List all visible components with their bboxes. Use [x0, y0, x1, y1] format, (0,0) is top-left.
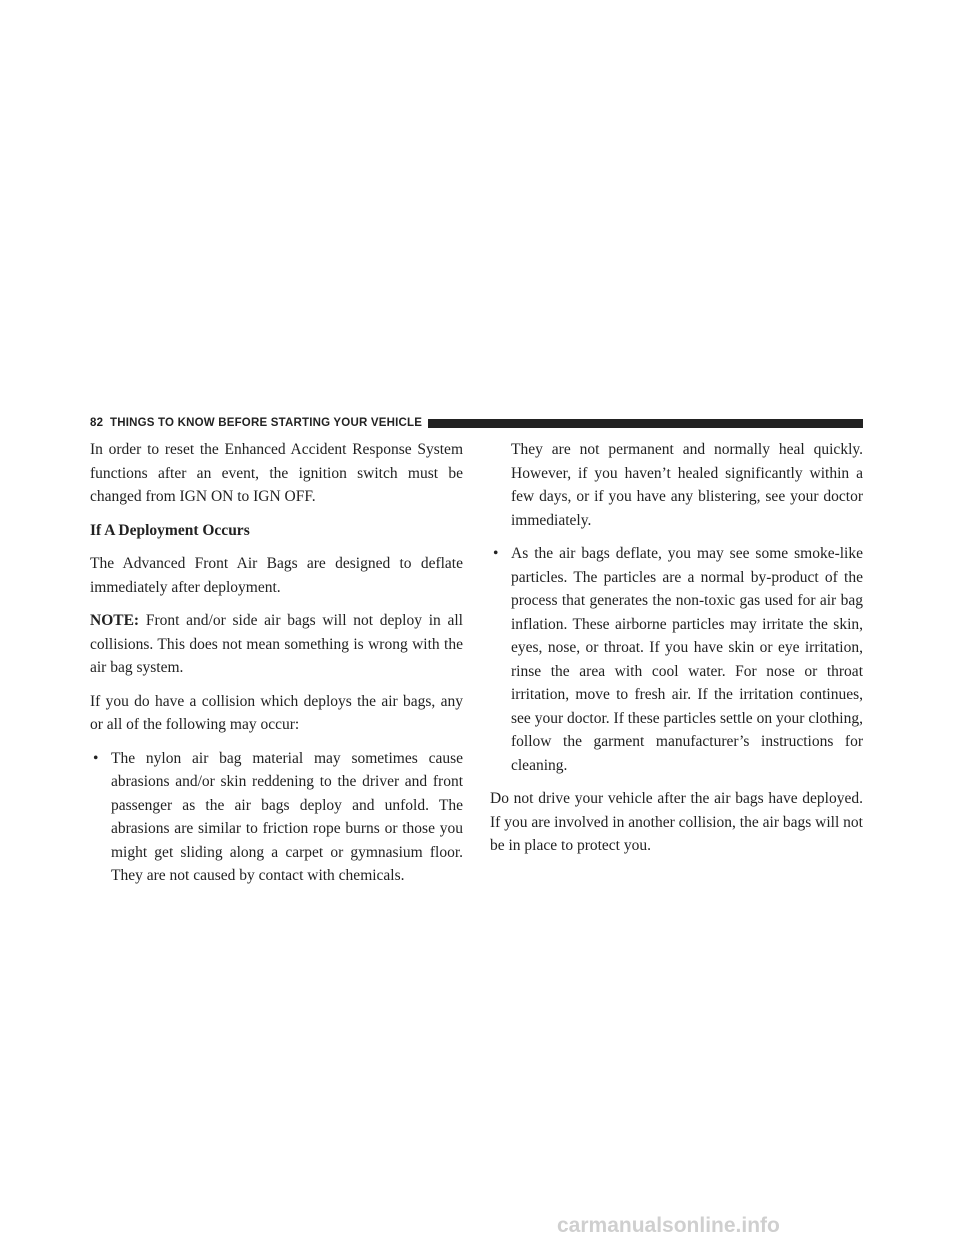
- watermark: carmanualsonline.info: [557, 1214, 780, 1237]
- list-item: [90, 747, 463, 888]
- bullet-text: As the air bags deflate, you may see some smoke-like particles. The particles are a normal by-product of the process that generates the non-toxic gas used for air bag inflation. These airborne particles may irritate the skin, eyes, nose, or throat. If you have skin or eye irritation, rinse the area with cool water. For nose or throat irritation, move to fresh air. If the irritation continues, see your doctor. If these particles settle on your clothing, follow the garment manufacturer’s instructions for cleaning.: [511, 545, 863, 774]
- page-header: [90, 415, 863, 431]
- bullet-icon: •: [93, 749, 99, 767]
- left-column: [90, 438, 463, 898]
- section-title: THINGS TO KNOW BEFORE STARTING YOUR VEHICLE: [110, 417, 423, 429]
- note-paragraph: [90, 609, 463, 680]
- note-label: NOTE:: [90, 612, 140, 629]
- bullet-continuation: They are not permanent and normally heal quickly. However, if you haven’t healed significantly within a few days, or if you have any blistering, see your doctor immediately.: [511, 441, 863, 529]
- deflate-paragraph: The Advanced Front Air Bags are designed to deflate immediately after deployment.: [90, 555, 463, 596]
- header-label: [90, 417, 428, 429]
- bullet-icon: •: [493, 545, 499, 562]
- page-number: 82: [90, 417, 104, 429]
- right-column: [490, 438, 863, 868]
- final-warning-paragraph: Do not drive your vehicle after the air bags have deployed. If you are involved in another collision, the air bags will not be in place to protect you.: [490, 790, 863, 854]
- section-heading: If A Deployment Occurs: [90, 521, 250, 539]
- note-text: Front and/or side air bags will not deploy in all collisions. This does not mean something is wrong with the air bag system.: [90, 612, 463, 676]
- collision-paragraph: If you do have a collision which deploys the air bags, any or all of the following may occur:: [90, 692, 463, 733]
- header-rule: [428, 419, 863, 428]
- bullet-text: The nylon air bag material may sometimes cause abrasions and/or skin reddening to the driver and front passenger as the air bags deploy and unfold. The abrasions are similar to friction rope burns or those you might get sliding along a carpet or gymnasium floor. They are not caused by contact with chemicals.: [111, 749, 463, 884]
- reset-paragraph: In order to reset the Enhanced Accident Response System functions after an event, the ignition switch must be changed from IGN ON to IGN OFF.: [90, 441, 463, 505]
- effects-list: [90, 747, 463, 888]
- list-item: [490, 542, 863, 777]
- effects-list-continued: [490, 542, 863, 777]
